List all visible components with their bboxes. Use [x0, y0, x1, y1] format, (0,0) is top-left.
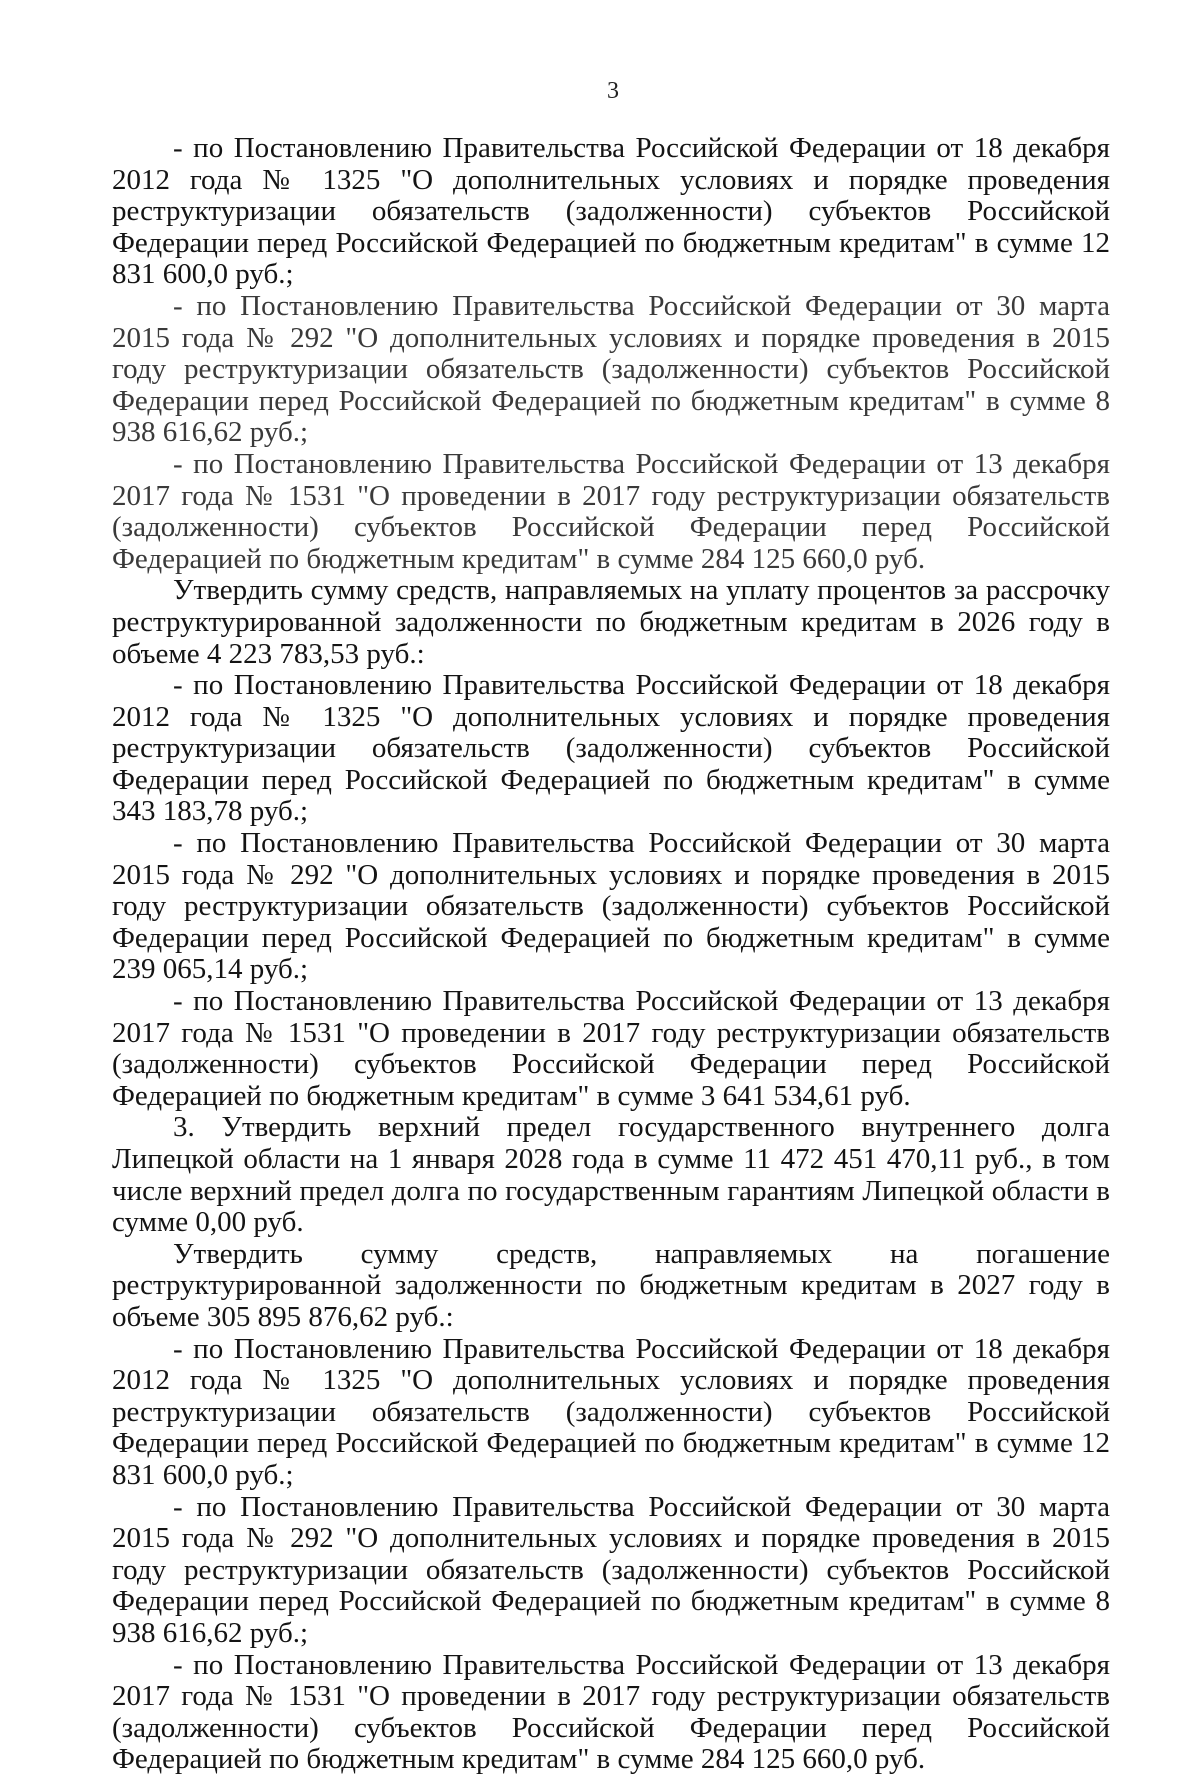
document-body — [112, 133, 1110, 1776]
paragraph-repayment-2027: Утвердить сумму средств, направляемых на погашение реструктурированной задолженности по бюджетным кредитам в 2027 году в объеме 305 895 876,62 руб.: — [112, 1237, 1110, 1333]
paragraph-restructuring-2015: - по Постановлению Правительства Российской Федерации от 30 марта 2015 года № 292 "О дополнительных условиях и порядке проведения в 2015 году реструктуризации обязательств (задолженности) субъектов Российской Федерации перед Российской Федерацией по бюджетным кредитам" в сумме 8 938 616,62 руб.; — [112, 289, 1110, 449]
paragraph-interest-2017: - по Постановлению Правительства Российской Федерации от 13 декабря 2017 года № 1531 "О проведении в 2017 году реструктуризации обязательств (задолженности) субъектов Российской Федерации перед Российской Федерацией по бюджетным кредитам" в сумме 3 641 534,61 руб. — [112, 985, 1110, 1112]
paragraph-repayment-2017: - по Постановлению Правительства Российской Федерации от 13 декабря 2017 года № 1531 "О проведении в 2017 году реструктуризации обязательств (задолженности) субъектов Российской Федерации перед Российской Федерацией по бюджетным кредитам" в сумме 284 125 660,0 руб. — [112, 1648, 1110, 1776]
paragraph-restructuring-2012: - по Постановлению Правительства Российской Федерации от 18 декабря 2012 года № 1325 "О дополнительных условиях и порядке проведения реструктуризации обязательств (задолженности) субъектов Российской Федерации перед Российской Федерацией по бюджетным кредитам" в сумме 12 831 600,0 руб.; — [112, 132, 1110, 291]
paragraph-interest-2012: - по Постановлению Правительства Российской Федерации от 18 декабря 2012 года № 1325 "О дополнительных условиях и порядке проведения реструктуризации обязательств (задолженности) субъектов Российской Федерации перед Российской Федерацией по бюджетным кредитам" в сумме 343 183,78 руб.; — [112, 669, 1110, 828]
paragraph-restructuring-2017: - по Постановлению Правительства Российской Федерации от 13 декабря 2017 года № 1531 "О проведении в 2017 году реструктуризации обязательств (задолженности) субъектов Российской Федерации перед Российской Федерацией по бюджетным кредитам" в сумме 284 125 660,0 руб. — [112, 447, 1110, 575]
paragraph-interest-2026: Утвердить сумму средств, направляемых на уплату процентов за рассрочку реструктурированной задолженности по бюджетным кредитам в 2026 году в объеме 4 223 783,53 руб.: — [112, 574, 1110, 670]
page-number: 3 — [607, 78, 619, 104]
paragraph-interest-2015: - по Постановлению Правительства Российской Федерации от 30 марта 2015 года № 292 "О дополнительных условиях и порядке проведения в 2015 году реструктуризации обязательств (задолженности) субъектов Российской Федерации перед Российской Федерацией по бюджетным кредитам" в сумме 239 065,14 руб.; — [112, 827, 1110, 986]
paragraph-repayment-2015: - по Постановлению Правительства Российской Федерации от 30 марта 2015 года № 292 "О дополнительных условиях и порядке проведения в 2015 году реструктуризации обязательств (задолженности) субъектов Российской Федерации перед Российской Федерацией по бюджетным кредитам" в сумме 8 938 616,62 руб.; — [112, 1490, 1110, 1649]
paragraph-repayment-2012: - по Постановлению Правительства Российской Федерации от 18 декабря 2012 года № 1325 "О дополнительных условиях и порядке проведения реструктуризации обязательств (задолженности) субъектов Российской Федерации перед Российской Федерацией по бюджетным кредитам" в сумме 12 831 600,0 руб.; — [112, 1332, 1110, 1491]
paragraph-debt-limit-2028: 3. Утвердить верхний предел государственного внутреннего долга Липецкой области на 1 января 2028 года в сумме 11 472 451 470,11 руб., в том числе верхний предел долга по государственным гарантиям Липецкой области в сумме 0,00 руб. — [112, 1111, 1110, 1239]
